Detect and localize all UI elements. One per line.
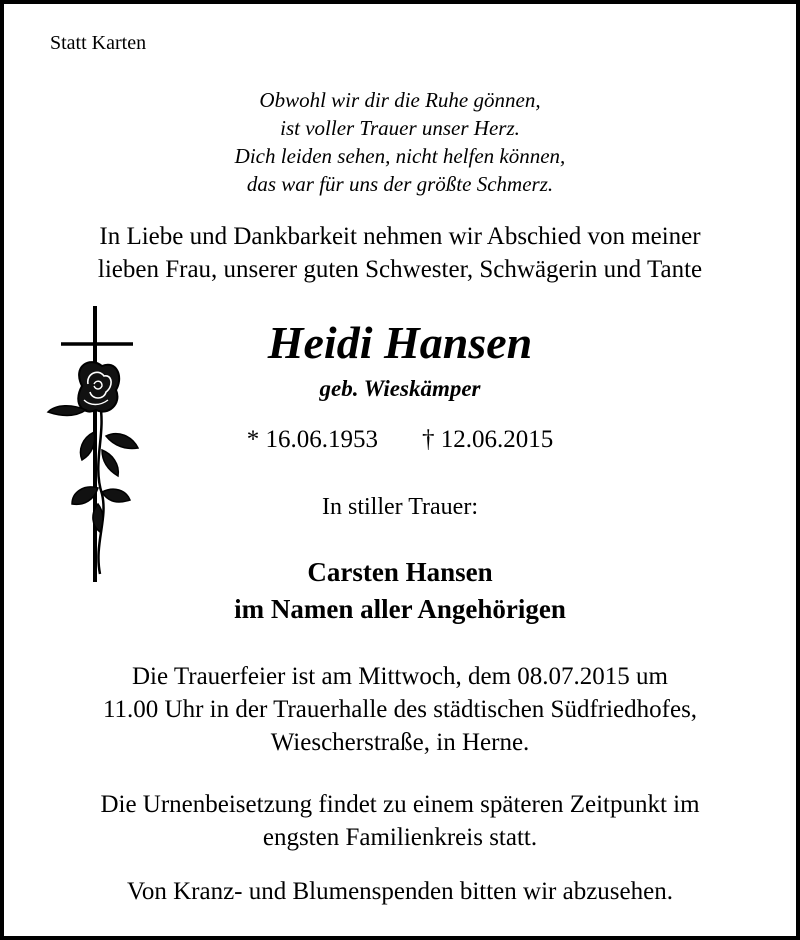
poem: [4, 86, 796, 198]
header-note: Statt Karten: [50, 32, 147, 54]
urn-line: Die Urnenbeisetzung findet zu einem späteren Zeitpunkt im: [100, 791, 700, 818]
service-line: 11.00 Uhr in der Trauerhalle des städtischen Südfriedhofes,: [102, 696, 698, 723]
birth-date: * 16.06.1953: [246, 426, 378, 453]
intro-line: In Liebe und Dankbarkeit nehmen wir Abschied von meiner: [99, 223, 701, 250]
mourning-label: In stiller Trauer:: [322, 494, 478, 520]
flowers-note: Von Kranz- und Blumenspenden bitten wir abzusehen.: [127, 878, 673, 905]
death-date: † 12.06.2015: [422, 426, 554, 453]
mourners: [4, 554, 796, 628]
service-line: Die Trauerfeier ist am Mittwoch, dem 08.07.2015 um: [131, 663, 669, 690]
service-line: Wiescherstraße, in Herne.: [270, 729, 530, 756]
poem-line: Dich leiden sehen, nicht helfen können,: [234, 144, 566, 168]
mourner-line: im Namen aller Angehörigen: [234, 594, 566, 624]
intro-text: [4, 220, 796, 286]
poem-line: das war für uns der größte Schmerz.: [246, 172, 554, 196]
deceased-name: Heidi Hansen: [267, 317, 533, 368]
poem-line: ist voller Trauer unser Herz.: [280, 116, 520, 140]
urn-burial-info: [4, 788, 796, 854]
poem-line: Obwohl wir dir die Ruhe gönnen,: [259, 88, 541, 112]
maiden-name: geb. Wieskämper: [319, 376, 481, 401]
funeral-service-info: [4, 660, 796, 759]
life-dates: [4, 426, 796, 454]
urn-line: engsten Familienkreis statt.: [262, 824, 538, 851]
mourner-line: Carsten Hansen: [307, 557, 493, 587]
intro-line: lieben Frau, unserer guten Schwester, Schwägerin und Tante: [97, 256, 703, 283]
